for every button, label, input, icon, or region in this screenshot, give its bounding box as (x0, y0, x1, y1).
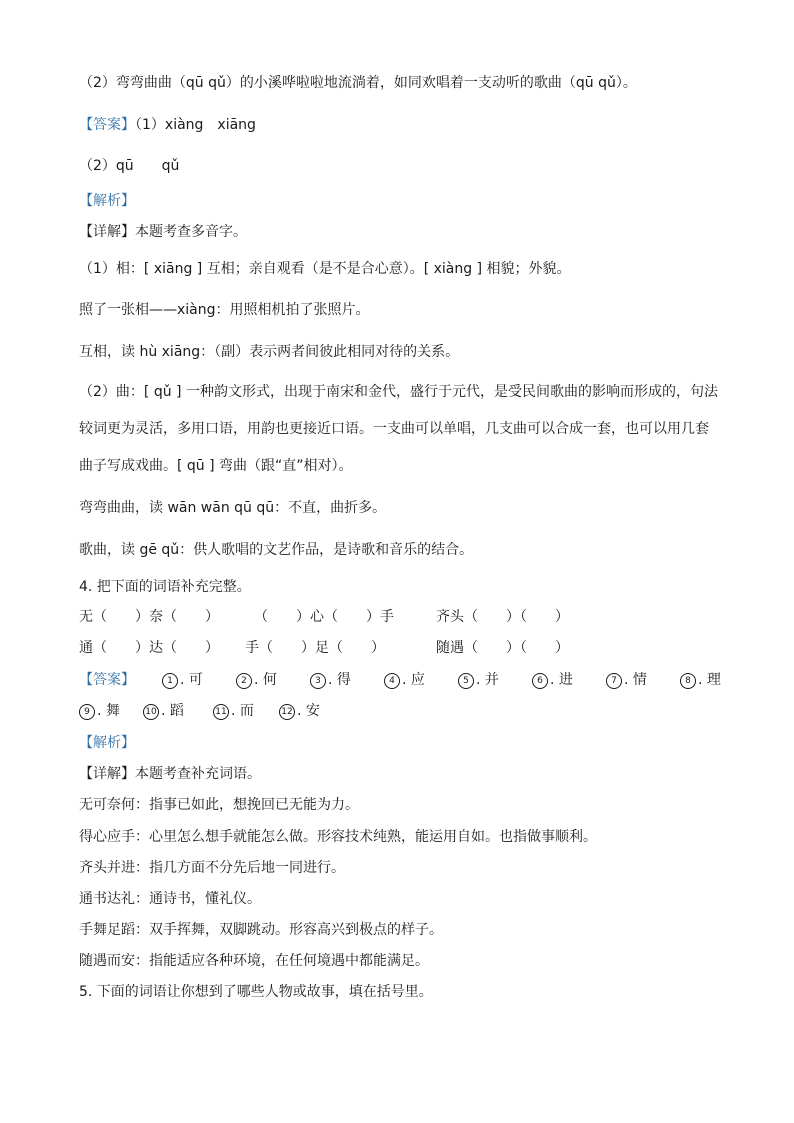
circled-number: 8 (680, 673, 696, 689)
detail-tag: 【详解】 (79, 766, 135, 782)
circled-number: 2 (236, 673, 252, 689)
q4-answer-row-2 (79, 701, 399, 721)
detail-tag: 【详解】 (79, 224, 135, 240)
fill-blank-item: 通（ ）达（ ） (79, 640, 219, 656)
answer-1: （1）xiàng xiāng (135, 117, 256, 133)
answer-item: 7 . 情 (606, 670, 647, 690)
circled-number: 7 (606, 673, 622, 689)
q3-paragraph-5: 弯弯曲曲，读 wān wān qū qū：不直，曲折多。 (79, 500, 387, 516)
answer-item: 10 . 蹈 (143, 701, 184, 721)
circled-number: 10 (143, 704, 159, 720)
circled-number: 11 (213, 704, 229, 720)
q4-detail (79, 764, 734, 784)
circled-number: 4 (384, 673, 400, 689)
fill-blank-item: 随遇（ ）（ ） (436, 640, 569, 656)
answer-item: 3 . 得 (310, 670, 351, 690)
q3-detail (79, 222, 734, 242)
answer-tag: 【答案】 (79, 672, 135, 688)
q3-answer (79, 115, 734, 135)
circled-number: 1 (162, 673, 178, 689)
fill-blank-item: 齐头（ ）（ ） (436, 609, 569, 625)
circled-number: 12 (279, 704, 295, 720)
q3-paragraph-6: 歌曲，读 gē qǔ：供人歌唱的文艺作品，是诗歌和音乐的结合。 (79, 542, 474, 558)
answer-item: 12 . 安 (279, 701, 320, 721)
q3-paragraph-3: 互相，读 hù xiāng：（副）表示两者间彼此相同对待的关系。 (79, 344, 460, 360)
explanation-line: 齐头并进：指几方面不分先后地一同进行。 (79, 860, 345, 876)
q5-title: 5. 下面的词语让你想到了哪些人物或故事，填在括号里。 (79, 984, 433, 1000)
analysis-tag: 【解析】 (79, 193, 135, 209)
explanation-line: 通书达礼：通诗书，懂礼仪。 (79, 891, 261, 907)
answer-item: 4 . 应 (384, 670, 425, 690)
q3-sub2-text: （2）弯弯曲曲（qū qǔ）的小溪哗啦啦地流淌着，如同欢唱着一支动听的歌曲（qū qǔ）。 (79, 75, 637, 91)
q3-paragraph-2: 照了一张相——xiàng：用照相机拍了张照片。 (79, 302, 370, 318)
detail-intro: 本题考查补充词语。 (135, 766, 261, 782)
circled-number: 9 (79, 704, 95, 720)
fill-blank-item: 无（ ）奈（ ） (79, 609, 219, 625)
detail-intro: 本题考查多音字。 (135, 224, 247, 240)
answer-item: 8 . 理 (680, 670, 721, 690)
answer-item: 2 . 何 (236, 670, 277, 690)
q3-paragraph-1: （1）相：[ xiāng ] 互相；亲自观看（是不是合心意）。[ xiàng ] 相貌；外貌。 (79, 261, 571, 277)
explanation-line: 得心应手：心里怎么想手就能怎么做。形容技术纯熟，能运用自如。也指做事顺利。 (79, 829, 597, 845)
circled-number: 3 (310, 673, 326, 689)
q4-fill-row-2 (79, 638, 719, 658)
answer-item: 11 . 而 (213, 701, 254, 721)
answer-item: 9 . 舞 (79, 701, 120, 721)
explanation-line: 手舞足蹈：双手挥舞，双脚跳动。形容高兴到极点的样子。 (79, 922, 443, 938)
fill-blank-item: 手（ ）足（ ） (245, 640, 385, 656)
answer-item: 6 . 进 (532, 670, 573, 690)
explanation-line: 随遇而安：指能适应各种环境，在任何境遇中都能满足。 (79, 953, 429, 969)
q4-fill-row-1 (79, 607, 719, 627)
analysis-tag: 【解析】 (79, 735, 135, 751)
q3-paragraph-4: （2）曲：[ qǔ ] 一种韵文形式，出现于南宋和金代，盛行于元代，是受民间歌曲的影响而形成的，句法较词更为灵活，多用口语，用韵也更接近口语。一支曲可以单唱，几支曲可以合成一套，也可以用几套曲子写成戏曲。[ qū ] 弯曲（跟“直”相对）。 (79, 384, 718, 474)
answer-item: 5 . 并 (458, 670, 499, 690)
circled-number: 6 (532, 673, 548, 689)
fill-blank-item: （ ）心（ ）手 (254, 609, 394, 625)
circled-number: 5 (458, 673, 474, 689)
explanation-line: 无可奈何：指事已如此，想挽回已无能为力。 (79, 797, 359, 813)
q4-answer-row-1 (79, 670, 739, 690)
q4-title: 4. 把下面的词语补充完整。 (79, 579, 251, 595)
answer-2: （2）qū qǔ (79, 158, 180, 174)
answer-tag: 【答案】 (79, 117, 135, 133)
answer-item: 1 . 可 (162, 670, 203, 690)
